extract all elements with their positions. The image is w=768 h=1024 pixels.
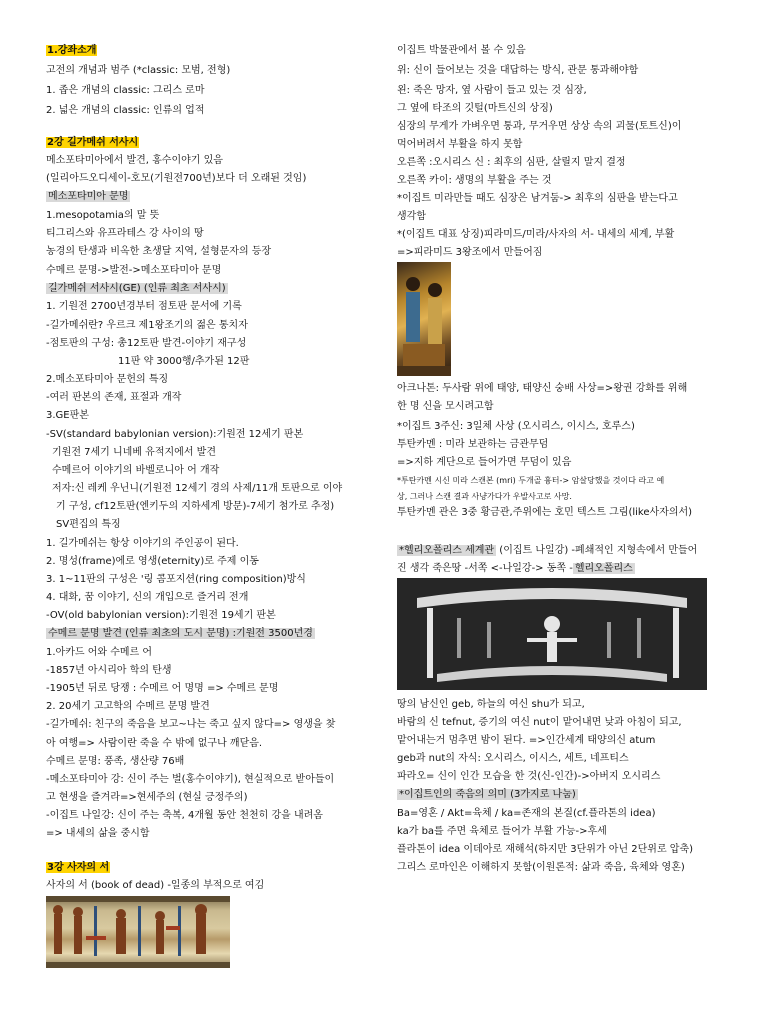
left-text-line — [46, 319, 248, 333]
left-text-line — [118, 355, 249, 369]
text-segment: -OV(old babylonian version):기원전 19세기 판본 — [46, 610, 276, 621]
left-text-line — [46, 209, 159, 223]
text-segment: 2. 명성(frame)에로 영생(eternity)로 주제 이동 — [46, 556, 259, 567]
text-segment: 플라톤이 idea 이데아로 재해석(하지만 3단위가 아닌 2단위로 압축) — [397, 844, 694, 855]
left-text-line — [46, 190, 130, 204]
book-of-dead-papyrus-image — [46, 896, 230, 968]
right-text-line — [397, 174, 552, 188]
left-text-line — [56, 500, 334, 514]
right-text-line — [397, 246, 542, 260]
text-segment: 파라오= 신이 인간 모습을 한 것(신-인간)->아버지 오시리스 — [397, 771, 661, 782]
left-text-line — [46, 537, 239, 551]
right-text-line — [397, 120, 681, 134]
text-segment: *투탄카멘 시신 미라 스캔본 (mri) 두개골 흉터-> 암살당했을 것이다 라고 예 — [397, 476, 665, 485]
left-text-line — [46, 337, 246, 351]
text-segment: 수메르어 이야기의 바벨로니아 어 개작 — [52, 465, 220, 476]
text-segment: -SV(standard babylonian version):기원전 12세기 판본 — [46, 429, 304, 440]
text-segment: 수메르 문명 발견 (인류 최초의 도시 문명) :기원전 3500년경 — [48, 628, 313, 639]
text-segment: 1.아카드 어와 수메르 어 — [46, 647, 153, 658]
text-segment: 사자의 서 (book of dead) -일종의 부적으로 여김 — [46, 880, 265, 891]
right-text-line — [397, 506, 692, 520]
text-segment: Ba=영혼 / Akt=육체 / ka=존재의 본질(cf.플라톤의 idea) — [397, 808, 656, 819]
left-text-line — [46, 718, 335, 732]
text-segment: 2. 20세기 고고학의 수메르 문명 발견 — [46, 701, 210, 712]
right-text-line — [397, 770, 660, 784]
text-segment: 1. 기원전 2700년경부터 점토판 문서에 기록 — [46, 301, 242, 312]
highlighted-text: 헬리오폴리스 — [574, 563, 633, 574]
left-text-line — [52, 446, 216, 460]
left-text-line — [56, 518, 121, 532]
text-segment: 4. 대화, 꿈 이야기, 신의 개입으로 즐거리 전개 — [46, 592, 249, 603]
text-segment: 진 생각 죽은땅 -서쪽 <-나일강-> 동쪽 - — [397, 563, 573, 574]
right-text-line — [397, 544, 697, 558]
text-segment: (일리아드오디세이-호모(기원전700년)보다 더 오래된 것임) — [46, 173, 307, 184]
text-segment: 한 명 신을 모시려고함 — [397, 401, 494, 412]
text-segment: -점토판의 구성: 총12토판 발견-이야기 재구성 — [46, 338, 247, 349]
right-text-line — [397, 420, 635, 434]
text-segment: *이집트 3주신: 3일체 사상 (오시리스, 이시스, 호루스) — [397, 421, 635, 432]
text-segment: -여러 판본의 존재, 표절과 개작 — [46, 392, 182, 403]
left-text-line — [46, 245, 271, 259]
left-text-line — [46, 409, 89, 423]
left-text-line — [46, 827, 150, 841]
right-text-line — [397, 382, 687, 396]
left-text-line — [46, 154, 223, 168]
text-segment: 1.강좌소개 — [47, 45, 97, 56]
text-segment: =>지하 계단으로 들어가면 무덤이 있음 — [397, 457, 572, 468]
right-text-line — [397, 456, 571, 470]
text-segment: 이집트 박물관에서 볼 수 있음 — [397, 45, 526, 56]
text-segment: 1. 좁은 개념의 classic: 그리스 로마 — [46, 85, 205, 96]
right-text-line — [397, 843, 693, 857]
text-segment: -이집트 나일강: 신이 주는 축복, 4개월 동안 천천히 강을 내려옴 — [46, 810, 323, 821]
text-segment: =>피라미드 3왕조에서 만들어짐 — [397, 247, 543, 258]
text-segment: *헬리오폴리스 세계관 — [399, 545, 495, 556]
akhenaten-relief-image — [397, 262, 451, 376]
right-text-line — [397, 825, 607, 839]
right-text-line — [397, 438, 548, 452]
left-text-line — [46, 391, 181, 405]
text-segment: 기원전 7세기 니네베 유적지에서 발견 — [52, 447, 216, 458]
left-text-line — [46, 300, 242, 314]
left-text-line — [46, 646, 152, 660]
heliopolis-figures — [397, 578, 707, 690]
text-segment: 3.GE판본 — [46, 410, 89, 421]
text-segment: 1.mesopotamia의 말 뜻 — [46, 210, 160, 221]
text-segment: 고전의 개념과 범주 (*classic: 모범, 전형) — [46, 65, 231, 76]
text-segment: (이집트 나일강) -폐쇄적인 지형속에서 만들어 — [496, 545, 698, 556]
text-segment: 그리스 로마인은 이해하지 못함(이원론적: 삶과 죽음, 육체와 영혼) — [397, 862, 685, 873]
right-text-line — [397, 698, 585, 712]
left-text-line — [46, 700, 210, 714]
text-segment: SV편집의 특징 — [56, 519, 121, 530]
text-segment: -1905년 뒤로 당쟁 : 수메르 어 명명 => 수메르 문명 — [46, 683, 279, 694]
left-text-line — [46, 104, 205, 118]
left-text-line — [52, 482, 342, 496]
text-segment: 먹어버려서 부활을 하지 못함 — [397, 139, 523, 150]
text-segment: 길가메쉬 서사시(GE) (인류 최초 서사시) — [48, 283, 226, 294]
left-text-line — [46, 737, 262, 751]
right-text-line — [397, 192, 678, 206]
text-segment: -메소포타미아 강: 신이 주는 벌(홍수이야기), 현실적으로 받아들이 — [46, 774, 335, 785]
left-text-line — [46, 428, 303, 442]
right-text-line — [397, 752, 629, 766]
papyrus-figures — [46, 896, 230, 968]
text-segment: *이집트인의 죽음의 의미 (3가지로 나눔) — [399, 789, 576, 800]
left-text-line — [46, 755, 184, 769]
left-text-line — [46, 282, 228, 296]
text-segment: 2.메소포타미아 문헌의 특징 — [46, 374, 169, 385]
right-text-line — [397, 788, 578, 802]
left-text-line — [46, 555, 259, 569]
left-text-line — [46, 84, 205, 98]
left-text-line — [46, 264, 221, 278]
left-text-line — [46, 682, 278, 696]
right-text-line — [397, 716, 682, 730]
text-segment: => 내세의 삶을 중시함 — [46, 828, 150, 839]
text-segment: 메소포타미아에서 발견, 홍수이야기 있음 — [46, 155, 223, 166]
left-text-line — [46, 791, 248, 805]
left-text-line — [46, 879, 264, 893]
text-segment: 수메르 문명: 풍족, 생산량 76배 — [46, 756, 185, 767]
text-segment: 3강 사자의 서 — [47, 862, 110, 873]
text-segment: 그 옆에 타조의 깃털(마트신의 상징) — [397, 103, 553, 114]
left-text-line — [46, 227, 204, 241]
text-segment: *이집트 미라만들 때도 심장은 남겨둠-> 최후의 심판을 받는다고 — [397, 193, 678, 204]
right-text-line — [397, 210, 426, 224]
text-segment: -1857년 아시리아 학의 탄생 — [46, 665, 172, 676]
right-text-line — [397, 861, 685, 875]
right-text-line — [397, 562, 635, 576]
left-text-line — [46, 591, 248, 605]
text-segment: 바람의 신 tefnut, 증기의 여신 nut이 맡어내면 낮과 아침이 되고, — [397, 717, 682, 728]
text-segment: 땅의 남신인 geb, 하늘의 여신 shu가 되고, — [397, 699, 585, 710]
text-segment: 투탄카멘 : 미라 보관하는 금관무덤 — [397, 439, 549, 450]
left-text-line — [46, 172, 306, 186]
right-text-line — [397, 84, 587, 98]
right-text-line — [397, 44, 526, 58]
text-segment: 아크나톤: 두사람 위에 태양, 태양신 숭배 사상=>왕권 강화를 위해 — [397, 383, 688, 394]
left-text-line — [46, 627, 315, 641]
text-segment: 아 여행=> 사람이란 죽을 수 밖에 없구나 깨닫음. — [46, 738, 263, 749]
text-segment: 저자:신 레케 우닌니(기원전 12세기 경의 사제/11개 토판으로 이야 — [52, 483, 343, 494]
text-segment: 2. 넓은 개념의 classic: 인류의 업적 — [46, 105, 205, 116]
left-text-line — [46, 373, 168, 387]
right-text-line — [397, 138, 522, 152]
right-text-line — [397, 156, 626, 170]
text-segment: 왼: 죽은 망자, 옆 사람이 들고 있는 것 심장, — [397, 85, 587, 96]
text-segment: 위: 신이 들어보는 것을 대답하는 방식, 관문 통과해야함 — [397, 65, 639, 76]
right-text-line — [397, 474, 664, 488]
text-segment: 농경의 탄생과 비옥한 초생달 지역, 설형문자의 등장 — [46, 246, 272, 257]
right-text-line — [397, 490, 572, 504]
right-text-line — [397, 102, 553, 116]
text-segment: 3. 1~11판의 구성은 '링 콤포지션(ring composition)방식 — [46, 574, 306, 585]
heliopolis-papyrus-image — [397, 578, 707, 690]
right-text-line — [397, 228, 674, 242]
text-segment: 생각함 — [397, 211, 426, 222]
left-text-line — [46, 136, 139, 150]
left-text-line — [46, 809, 323, 823]
text-segment: 2강 길가메쉬 서사시 — [47, 137, 139, 148]
left-text-line — [52, 464, 219, 478]
text-segment: ka가 ba를 주면 육체로 들어가 부활 가능->후세 — [397, 826, 607, 837]
right-text-line — [397, 807, 656, 821]
left-text-line — [46, 773, 334, 787]
relief-figures — [397, 262, 451, 376]
left-text-line — [46, 44, 97, 58]
text-segment: 맡어내는거 멈추면 밤이 된다. =>인간세계 태양의신 atum — [397, 735, 656, 746]
right-text-line — [397, 734, 655, 748]
text-segment: 수메르 문명->발전->메소포타미아 문명 — [46, 265, 222, 276]
right-text-line — [397, 64, 638, 78]
text-segment: 투탄카멘 관은 3중 황금관,주위에는 호민 텍스트 그림(like사자의서) — [397, 507, 693, 518]
text-segment: 심장의 무게가 가벼우면 통과, 무거우면 상상 속의 괴물(토트신)이 — [397, 121, 682, 132]
text-segment: 메소포타미아 문명 — [48, 191, 129, 202]
left-text-line — [46, 64, 230, 78]
text-segment: 기 구성, cf12토판(엔키두의 지하세계 방문)-7세기 첨가로 추정) — [56, 501, 335, 512]
text-segment: 11판 약 3000행/추가된 12판 — [118, 356, 250, 367]
text-segment: 상, 그러나 스캔 결과 사냥가다가 우발사고로 사망. — [397, 492, 572, 501]
text-segment: *(이집트 대표 상징)피라미드/미라/사자의 서- 내세의 세계, 부활 — [397, 229, 675, 240]
text-segment: -길가메쉬란? 우르크 제1왕조기의 젊은 통치자 — [46, 320, 248, 331]
left-text-line — [46, 573, 306, 587]
left-text-line — [46, 664, 172, 678]
text-segment: geb과 nut의 자식: 오시리스, 이시스, 세트, 네프티스 — [397, 753, 629, 764]
left-text-line — [46, 861, 110, 875]
right-text-line — [397, 400, 493, 414]
text-segment: 고 현생을 즐겨라=>현세주의 (현실 긍정주의) — [46, 792, 248, 803]
text-segment: 오른쪽 카이: 생명의 부활을 주는 것 — [397, 175, 552, 186]
text-segment: 티그리스와 유프라테스 강 사이의 땅 — [46, 228, 204, 239]
text-segment: 오른쪽 :오시리스 신 : 최후의 심판, 살릴지 말지 결정 — [397, 157, 626, 168]
text-segment: 1. 길가메쉬는 항상 이야기의 주인공이 된다. — [46, 538, 239, 549]
left-text-line — [46, 609, 276, 623]
text-segment: -길가메쉬: 친구의 죽음을 보고~나는 죽고 싶지 않다=> 영생을 찾 — [46, 719, 336, 730]
